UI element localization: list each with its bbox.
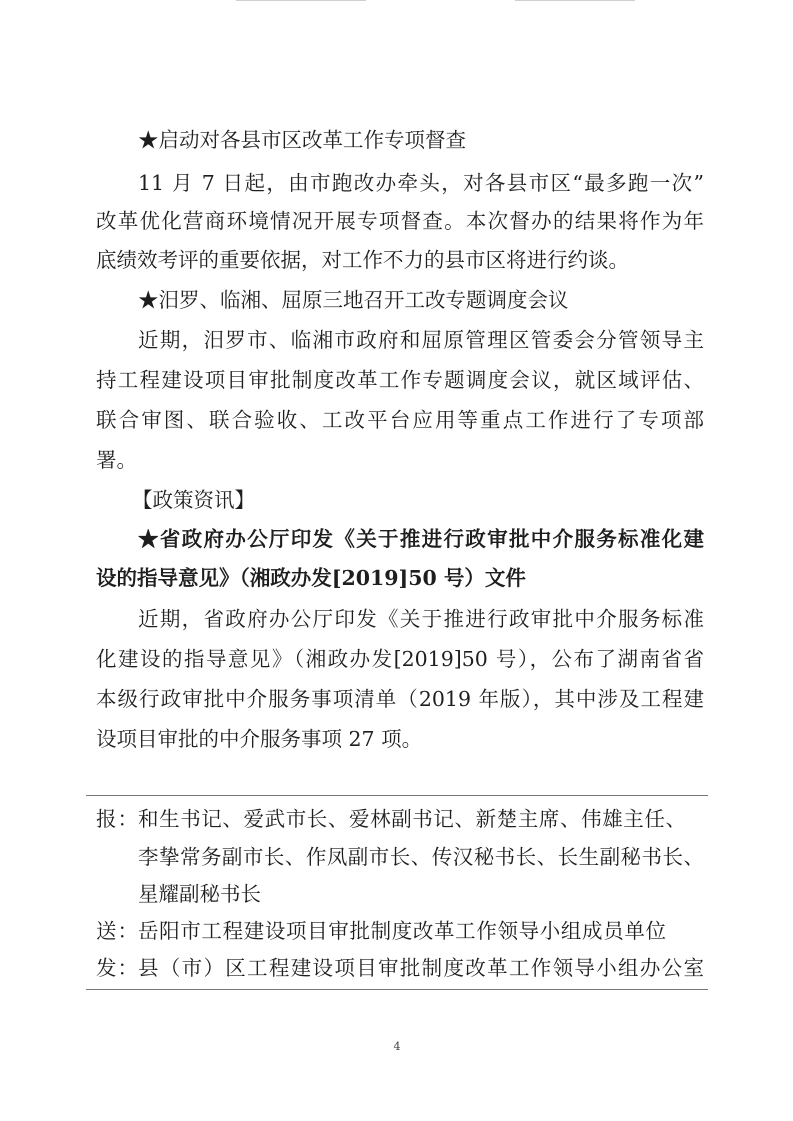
report-recipients: 和生书记、爱武市长、爱林副书记、新楚主席、伟雄主任、 [138, 807, 686, 831]
divider-top [86, 795, 708, 796]
body-line: 近期，省政府办公厅印发《关于推进行政审批中介服务标准 [138, 607, 704, 631]
report-recipients: 星耀副秘书长 [138, 882, 261, 906]
section-heading: 设的指导意见》（湘政办发[2019]50 号）文件 [96, 566, 526, 590]
body-line: 本级行政审批中介服务事项清单（2019 年版），其中涉及工程建 [96, 687, 704, 711]
body-line: 化建设的指导意见》（湘政办发[2019]50 号），公布了湖南省省 [96, 647, 704, 671]
body-line: 底绩效考评的重要依据，对工作不力的县市区将进行约谈。 [96, 248, 629, 272]
body-line: 11 月 7 日起，由市跑改办牵头，对各县市区“最多跑一次” [138, 171, 704, 195]
body-line: 设项目审批的中介服务事项 27 项。 [96, 727, 423, 751]
body-line: 近期，汨罗市、临湘市政府和屈原管理区管委会分管领导主 [138, 328, 704, 352]
send-label: 送： [96, 919, 138, 943]
issue-recipients: 县（市）区工程建设项目审批制度改革工作领导小组办公室 [138, 956, 704, 980]
body-line: 持工程建设项目审批制度改革工作专题调度会议，就区域评估、 [96, 368, 704, 392]
body-line: 联合审图、联合验收、工改平台应用等重点工作进行了专项部 [96, 408, 704, 432]
issue-label: 发： [96, 956, 138, 980]
scan-mark [515, 0, 635, 1]
body-line: 改革优化营商环境情况开展专项督查。本次督办的结果将作为年 [96, 209, 704, 233]
send-recipients: 岳阳市工程建设项目审批制度改革工作领导小组成员单位 [138, 919, 666, 943]
page-number: 4 [393, 1040, 401, 1053]
section-heading: ★省政府办公厅印发《关于推进行政审批中介服务标准化建 [138, 527, 704, 551]
section-heading: ★启动对各县市区改革工作专项督查 [138, 128, 466, 152]
column-title: 【政策资讯】 [132, 488, 255, 512]
body-line: 署。 [96, 448, 137, 472]
report-label: 报： [96, 807, 138, 831]
report-recipients: 李挚常务副市长、作凤副市长、传汉秘书长、长生副秘书长、 [138, 845, 704, 869]
divider-bottom [86, 989, 708, 990]
section-heading: ★汨罗、临湘、屈原三地召开工改专题调度会议 [138, 288, 569, 312]
scan-mark [236, 0, 366, 1]
